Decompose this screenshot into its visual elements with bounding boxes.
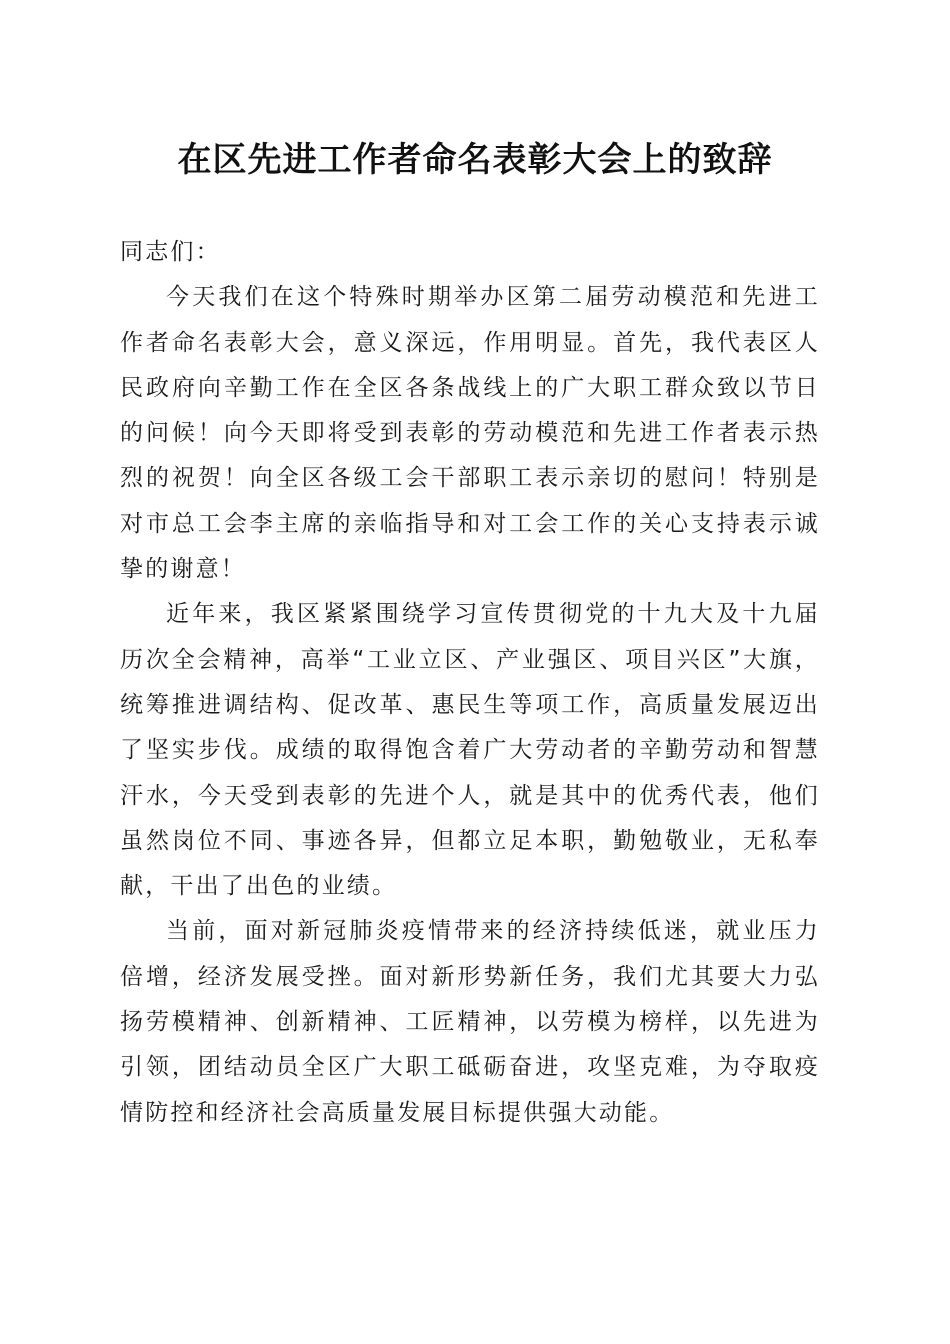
document-title: 在区先进工作者命名表彰大会上的致辞 [177, 140, 773, 180]
paragraph-achievements: 近年来，我区紧紧围绕学习宣传贯彻党的十九大及十九届历次全会精神，高举“工业立区、产业强区、项目兴区”大旗，统筹推进调结构、促改革、惠民生等项工作，高质量发展迈出了坚实步伐。成绩的取得饱含着广大劳动者的辛勤劳动和智慧汗水，今天受到表彰的先进个人，就是其中的优秀代表，他们虽然岗位不同、事迹各异，但都立足本职，勤勉敬业，无私奉献，干出了出色的业绩。 [120, 601, 820, 900]
document-body [120, 230, 820, 1136]
salutation: 同志们： [120, 239, 221, 265]
paragraph-opening: 今天我们在这个特殊时期举办区第二届劳动模范和先进工作者命名表彰大会，意义深远，作用明显。首先，我代表区人民政府向辛勤工作在全区各条战线上的广大职工群众致以节日的问候！向今天即将受到表彰的劳动模范和先进工作者表示热烈的祝贺！向全区各级工会干部职工表示亲切的慰问！特别是对市总工会李主席的亲临指导和对工会工作的关心支持表示诚挚的谢意！ [120, 284, 820, 583]
paragraph-current-tasks: 当前，面对新冠肺炎疫情带来的经济持续低迷，就业压力倍增，经济发展受挫。面对新形势新任务，我们尤其要大力弘扬劳模精神、创新精神、工匠精神，以劳模为榜样，以先进为引领，团结动员全区广大职工砥砺奋进，攻坚克难，为夺取疫情防控和经济社会高质量发展目标提供强大动能。 [120, 918, 820, 1126]
